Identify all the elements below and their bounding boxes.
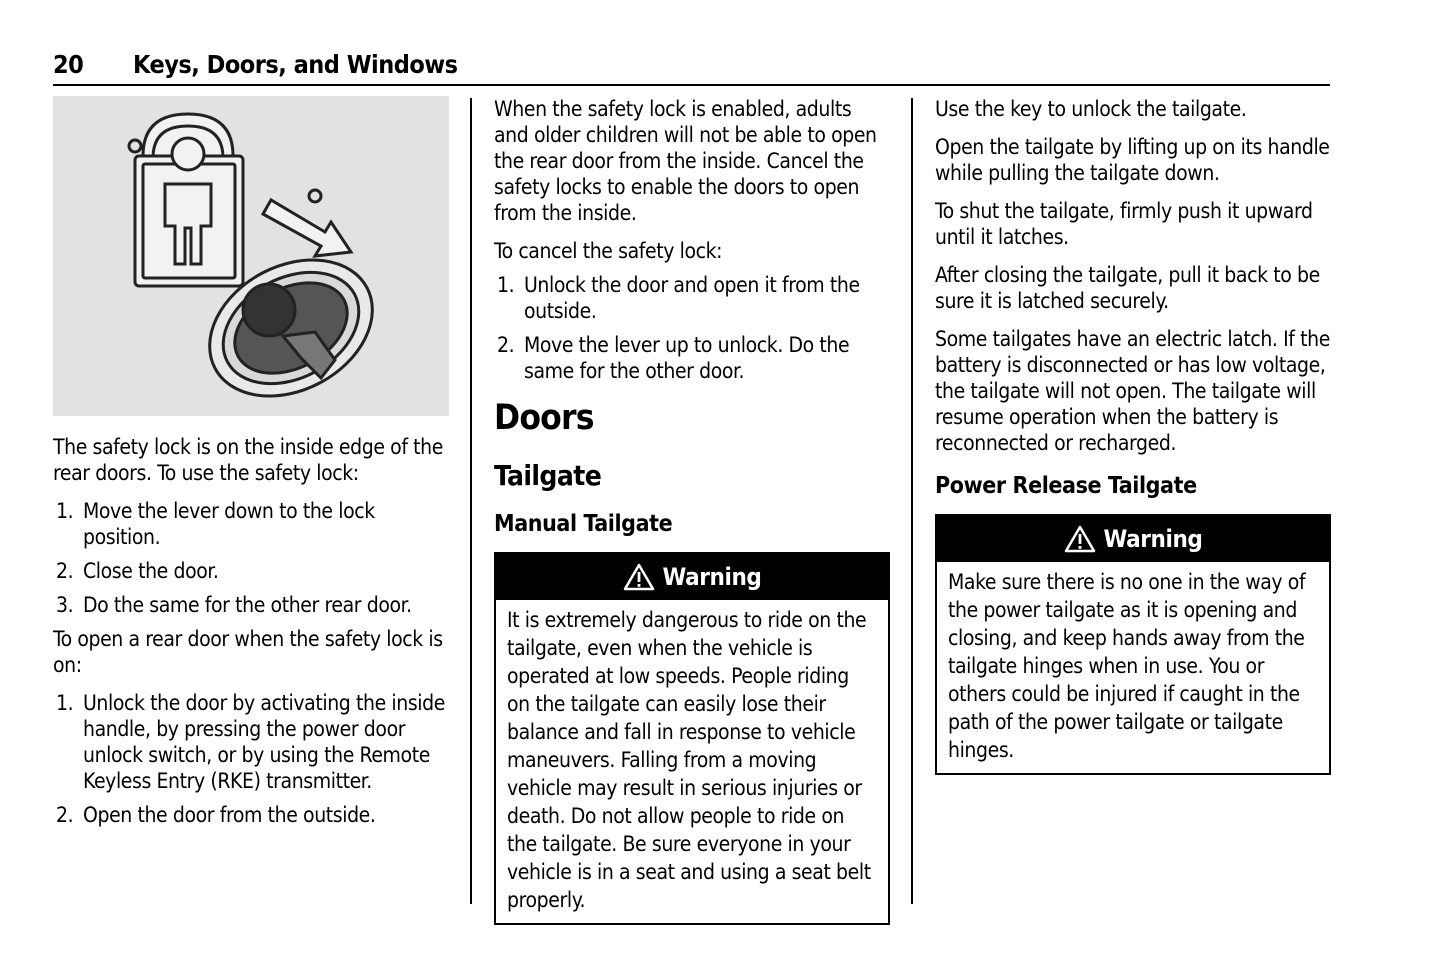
open-door-intro: To open a rear door when the safety lock is on: [53, 627, 443, 677]
step-number: 1. [56, 499, 74, 523]
child-lock-illustration [53, 96, 449, 416]
safety-lock-figure [53, 96, 449, 416]
step-text: Move the lever up to unlock. Do the same for the other door. [524, 333, 850, 383]
heading-tailgate: Tailgate [494, 459, 602, 492]
paragraph-latch-check: After closing the tailgate, pull it back to be sure it is latched securely. [935, 263, 1320, 313]
cancel-intro: To cancel the safety lock: [494, 239, 723, 263]
page-header [53, 48, 1330, 86]
warning-box-manual [494, 552, 890, 925]
paragraph-electric-latch: Some tailgates have an electric latch. If the battery is disconnected or has low voltage, the tailgate will not open. The tailgate will resume operation when the battery is reconnected or recharged. [935, 327, 1330, 455]
list-item [53, 558, 449, 584]
lock-steps-list [53, 498, 449, 618]
page-title: Keys, Doors, and Windows [133, 50, 458, 79]
step-text: Open the door from the outside. [83, 803, 376, 827]
step-text: Do the same for the other rear door. [83, 593, 412, 617]
page-number: 20 [53, 50, 84, 79]
column-3 [935, 96, 1331, 775]
step-number: 3. [56, 593, 74, 617]
step-number: 2. [497, 333, 515, 357]
heading-power-release-tailgate: Power Release Tailgate [935, 473, 1197, 499]
paragraph-unlock-key: Use the key to unlock the tailgate. [935, 97, 1247, 121]
list-item [494, 332, 890, 384]
warning-text: Make sure there is no one in the way of the power tailgate as it is opening and closing, and keep hands away from the tailgate hinges when in use. You or others could be injured if caught in the path of the power tailgate or tailgate hinges. [948, 570, 1306, 762]
column-divider [470, 98, 472, 904]
column-divider [911, 98, 913, 904]
list-item [53, 802, 449, 828]
step-number: 2. [56, 803, 74, 827]
warning-header [496, 554, 888, 600]
list-item [53, 592, 449, 618]
warning-triangle-icon [623, 563, 655, 591]
safety-lock-intro: The safety lock is on the inside edge of the rear doors. To use the safety lock: [53, 435, 443, 485]
paragraph-shut-tailgate: To shut the tailgate, firmly push it upward until it latches. [935, 199, 1313, 249]
step-number: 1. [497, 273, 515, 297]
heading-manual-tailgate: Manual Tailgate [494, 511, 673, 537]
list-item [53, 690, 449, 794]
cancel-steps-list [494, 272, 890, 384]
step-number: 1. [56, 691, 74, 715]
step-text: Unlock the door by activating the inside handle, by pressing the power door unlock switch, or by using the Remote Keyless Entry (RKE) transmitter. [83, 691, 445, 793]
column-1 [53, 96, 449, 836]
warning-box-power [935, 514, 1331, 775]
warning-title: Warning [662, 563, 762, 591]
open-steps-list [53, 690, 449, 828]
warning-text: It is extremely dangerous to ride on the tailgate, even when the vehicle is operated at low speeds. People riding on the tailgate can easily lose their balance and fall in response to vehicle maneuvers. Falling from a moving vehicle may result in serious injuries or death. Do not allow people to ride on the tailgate. Be sure everyone in your vehicle is in a seat and using a seat belt properly. [507, 608, 871, 912]
warning-title: Warning [1103, 525, 1203, 553]
list-item [494, 272, 890, 324]
paragraph-open-tailgate: Open the tailgate by lifting up on its handle while pulling the tailgate down. [935, 135, 1330, 185]
warning-header [937, 516, 1329, 562]
step-number: 2. [56, 559, 74, 583]
step-text: Close the door. [83, 559, 219, 583]
step-text: Move the lever down to the lock position. [83, 499, 375, 549]
heading-doors: Doors [494, 398, 594, 438]
safety-lock-paragraph: When the safety lock is enabled, adults and older children will not be able to open the rear door from the inside. Cancel the safety locks to enable the doors to open from the inside. [494, 97, 877, 225]
step-text: Unlock the door and open it from the outside. [524, 273, 860, 323]
column-2 [494, 96, 890, 925]
warning-triangle-icon [1064, 525, 1096, 553]
list-item [53, 498, 449, 550]
